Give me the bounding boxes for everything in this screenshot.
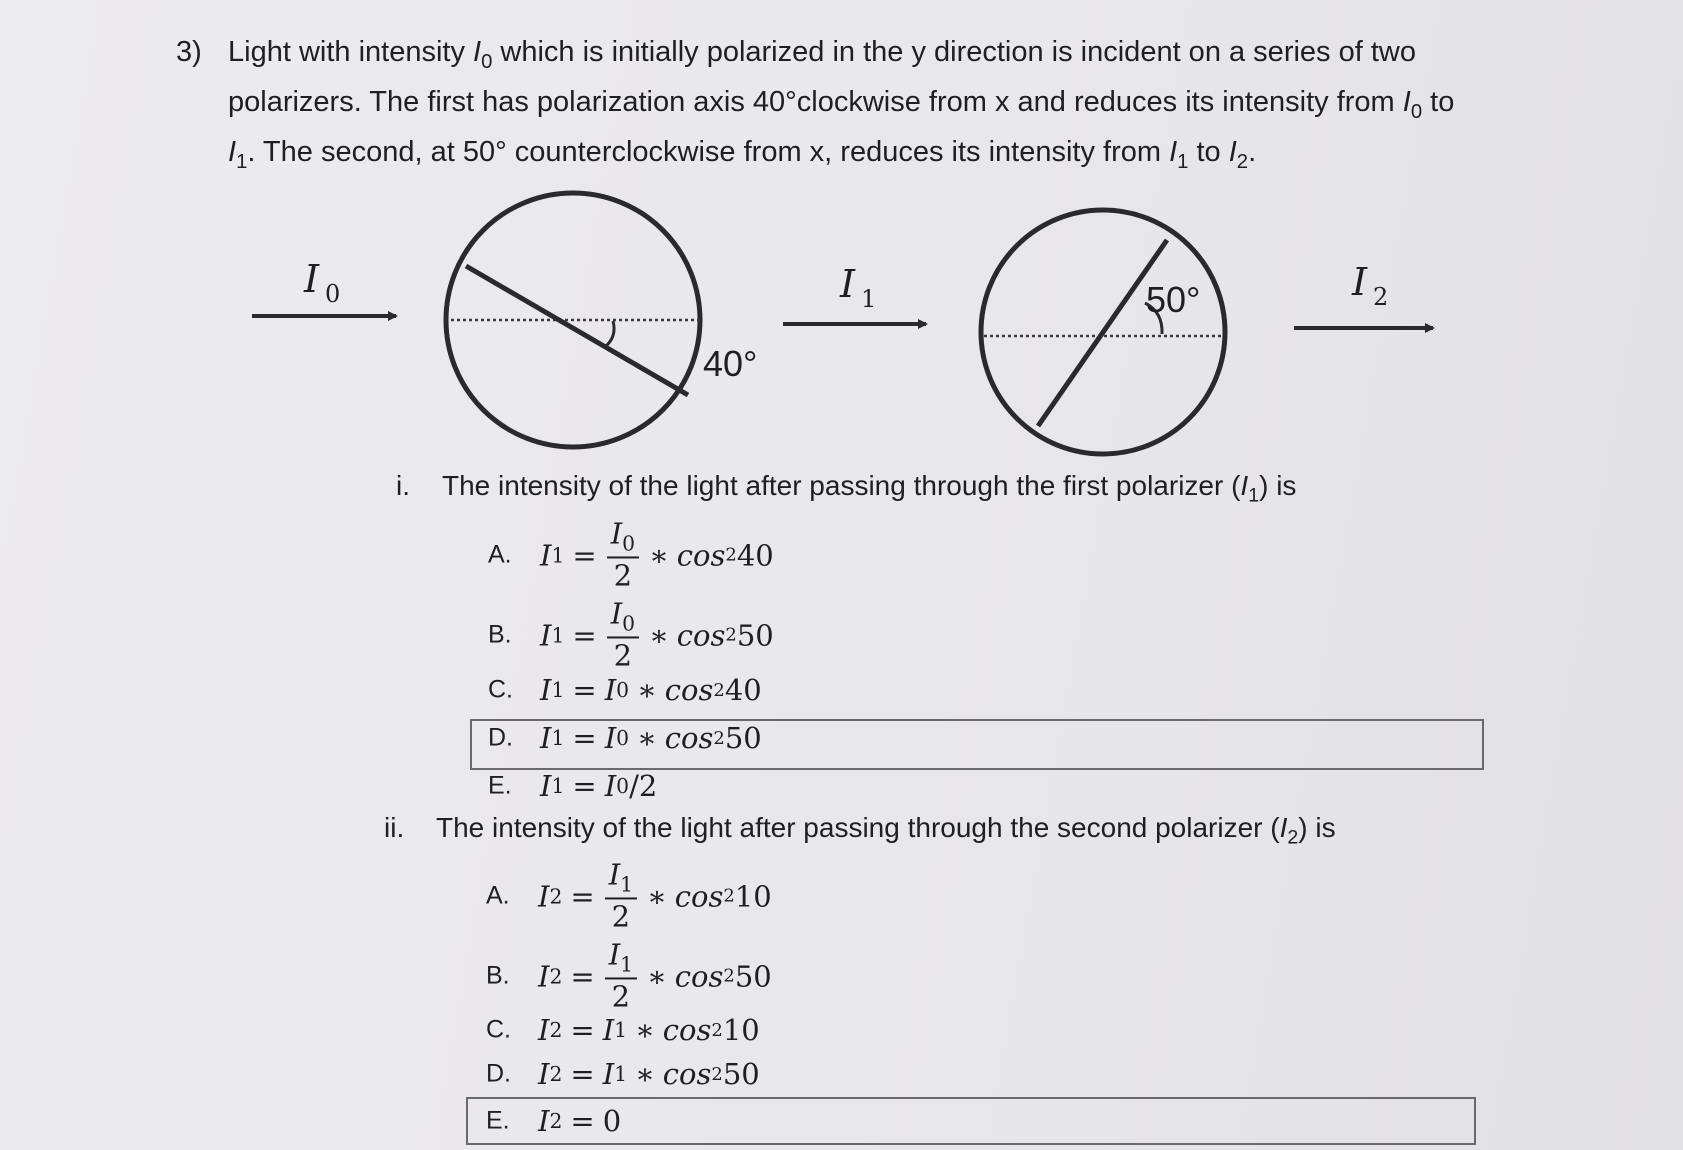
option-equation <box>540 596 774 673</box>
eq-angle: 50 <box>736 618 774 652</box>
eq-exponent: 2 <box>723 965 735 987</box>
part-roman-numeral: i. <box>396 470 410 501</box>
answer-option[interactable] <box>488 761 1488 811</box>
part-i-prompt <box>396 470 1296 508</box>
times-sign: ∗ <box>637 673 657 707</box>
option-equation <box>538 1013 760 1047</box>
fraction-numerator <box>607 596 639 638</box>
eq-symbol: I <box>610 516 623 551</box>
eq-subscript: 2 <box>549 1018 563 1042</box>
fraction <box>605 937 637 1014</box>
polarizer-1-angle-label: 40° <box>703 343 758 384</box>
eq-subscript: 0 <box>622 531 636 556</box>
question-stem <box>228 32 1488 181</box>
eq-symbol: I <box>604 673 617 707</box>
option-letter: E. <box>488 771 512 800</box>
answer-option-selected[interactable] <box>486 1096 1486 1146</box>
beam-I1 <box>783 262 926 324</box>
equals-sign: = <box>572 721 597 755</box>
eq-angle: 10 <box>722 1013 760 1047</box>
option-equation <box>540 673 762 707</box>
eq-subscript: 1 <box>620 872 634 897</box>
eq-symbol: I <box>602 1013 615 1047</box>
eq-angle: 40 <box>736 538 774 572</box>
eq-exponent: 2 <box>713 679 725 701</box>
eq-subscript: 2 <box>549 1109 563 1133</box>
eq-subscript: 0 <box>622 611 636 636</box>
beam-I2 <box>1294 260 1433 328</box>
eq-function: cos <box>662 1057 712 1091</box>
polarizer-2 <box>981 210 1225 454</box>
eq-function: cos <box>674 879 724 913</box>
eq-function: cos <box>664 721 714 755</box>
equals-sign: = <box>572 769 597 803</box>
eq-function: cos <box>676 538 726 572</box>
option-letter: D. <box>488 723 513 752</box>
eq-symbol: I <box>604 721 617 755</box>
times-sign: ∗ <box>635 1013 655 1047</box>
eq-subscript: 1 <box>551 678 565 702</box>
equals-sign: = <box>570 1057 595 1091</box>
stem-text: Light with intensity <box>228 36 474 68</box>
eq-symbol: I <box>540 538 552 572</box>
eq-function: cos <box>676 618 726 652</box>
eq-angle: 50 <box>724 721 762 755</box>
eq-subscript: 2 <box>549 884 563 908</box>
eq-function: cos <box>662 1013 712 1047</box>
stem-text: to <box>1188 135 1229 168</box>
symbol-I: I <box>1169 135 1178 168</box>
eq-symbol: I <box>538 879 550 913</box>
eq-subscript: 1 <box>551 543 565 567</box>
eq-symbol: I <box>540 673 552 707</box>
equals-sign: = <box>570 959 595 993</box>
symbol-I: I <box>1279 812 1288 843</box>
times-sign: ∗ <box>649 618 669 652</box>
option-letter: A. <box>486 881 510 910</box>
eq-subscript: 1 <box>614 1062 628 1086</box>
option-letter: D. <box>486 1059 511 1088</box>
times-sign: ∗ <box>647 879 667 913</box>
fraction-numerator <box>605 857 637 899</box>
option-letter: C. <box>486 1015 511 1044</box>
eq-value: 0 <box>602 1104 622 1138</box>
fraction-denominator: 2 <box>611 899 631 934</box>
option-letter: E. <box>486 1106 510 1135</box>
eq-subscript: 1 <box>620 952 634 977</box>
fraction-numerator <box>607 516 639 558</box>
beam-label-subscript: 0 <box>325 280 341 308</box>
beam-I0 <box>252 257 396 316</box>
answer-option[interactable] <box>488 596 1488 673</box>
eq-symbol: I <box>604 769 617 803</box>
eq-symbol: I <box>538 1104 550 1138</box>
eq-tail: /2 <box>629 769 658 803</box>
eq-subscript: 0 <box>616 726 630 750</box>
times-sign: ∗ <box>637 721 657 755</box>
answer-option[interactable] <box>488 665 1488 715</box>
symbol-I: I <box>228 135 237 168</box>
prompt-text: ) is <box>1259 470 1297 501</box>
option-equation <box>540 516 774 593</box>
subscript: 1 <box>236 150 248 173</box>
stem-text: to <box>1422 85 1455 118</box>
beam-label: I <box>840 262 856 306</box>
fraction-denominator: 2 <box>613 638 633 673</box>
option-letter: C. <box>488 675 513 704</box>
eq-subscript: 1 <box>551 726 565 750</box>
prompt-text: The intensity of the light after passing through the first polarizer ( <box>442 470 1241 501</box>
fraction-denominator: 2 <box>611 979 631 1014</box>
stem-text: . The second, at 50° counterclockwise from x, reduces its intensity from <box>247 135 1170 168</box>
fraction <box>607 516 639 593</box>
answer-option-selected[interactable] <box>488 713 1488 763</box>
eq-exponent: 2 <box>725 544 737 566</box>
subscript: 1 <box>1248 484 1260 507</box>
eq-exponent: 2 <box>713 727 725 749</box>
eq-symbol: I <box>538 959 550 993</box>
eq-subscript: 2 <box>549 1062 563 1086</box>
times-sign: ∗ <box>635 1057 655 1091</box>
option-equation <box>538 1104 621 1138</box>
fraction <box>607 596 639 673</box>
eq-exponent: 2 <box>711 1063 723 1085</box>
stem-text: . <box>1248 135 1257 168</box>
subscript: 2 <box>1236 150 1249 173</box>
polarizer-2-angle-label: 50° <box>1146 279 1201 320</box>
option-equation <box>538 857 772 934</box>
beam-label: I <box>1352 260 1368 304</box>
part-ii-prompt <box>384 812 1336 850</box>
subscript: 0 <box>481 50 493 73</box>
beam-label-subscript: 1 <box>861 285 877 313</box>
symbol-I: I <box>1240 470 1249 501</box>
eq-exponent: 2 <box>725 624 737 646</box>
fraction-numerator <box>605 937 637 979</box>
eq-symbol: I <box>540 721 552 755</box>
eq-angle: 50 <box>722 1057 760 1091</box>
subscript: 1 <box>1177 150 1189 173</box>
polarizer-1 <box>446 193 757 447</box>
symbol-I: I <box>473 36 482 68</box>
eq-angle: 10 <box>734 879 772 913</box>
eq-symbol: I <box>602 1057 615 1091</box>
eq-subscript: 0 <box>616 774 630 798</box>
eq-exponent: 2 <box>711 1019 723 1041</box>
answer-option[interactable] <box>486 1049 1486 1099</box>
prompt-text: ) is <box>1298 812 1336 843</box>
subscript: 0 <box>1410 100 1423 123</box>
eq-subscript: 2 <box>549 964 563 988</box>
eq-symbol: I <box>540 618 552 652</box>
polarizer-1-axis <box>466 266 688 395</box>
eq-symbol: I <box>608 857 621 892</box>
eq-symbol: I <box>608 937 621 972</box>
option-equation <box>538 1057 760 1091</box>
eq-exponent: 2 <box>723 885 735 907</box>
beam-label: I <box>304 257 320 301</box>
equals-sign: = <box>570 879 595 913</box>
answer-option[interactable] <box>486 1005 1486 1055</box>
part-roman-numeral: ii. <box>384 812 405 843</box>
option-letter: B. <box>488 620 512 649</box>
prompt-text: The intensity of the light after passing through the second polarizer ( <box>436 812 1280 843</box>
eq-function: cos <box>664 673 714 707</box>
answer-option[interactable] <box>486 937 1486 1014</box>
question-number: 3) <box>176 36 202 68</box>
equals-sign: = <box>572 538 597 572</box>
fraction-denominator: 2 <box>613 558 633 593</box>
eq-angle: 50 <box>734 959 772 993</box>
times-sign: ∗ <box>649 538 669 572</box>
eq-subscript: 0 <box>616 678 630 702</box>
option-equation <box>538 937 772 1014</box>
eq-symbol: I <box>610 596 623 631</box>
eq-symbol: I <box>538 1013 550 1047</box>
times-sign: ∗ <box>647 959 667 993</box>
answer-option[interactable] <box>488 516 1488 593</box>
equals-sign: = <box>570 1013 595 1047</box>
polarizer-2-axis <box>1038 240 1167 426</box>
subscript: 2 <box>1287 826 1299 849</box>
eq-function: cos <box>674 959 724 993</box>
answer-option[interactable] <box>486 857 1486 934</box>
eq-subscript: 1 <box>551 623 565 647</box>
option-equation <box>540 769 657 803</box>
eq-symbol: I <box>538 1057 550 1091</box>
equals-sign: = <box>572 618 597 652</box>
beam-label-subscript: 2 <box>1373 283 1389 311</box>
option-letter: B. <box>486 961 510 990</box>
symbol-I: I <box>1228 135 1237 168</box>
fraction <box>605 857 637 934</box>
eq-subscript: 1 <box>614 1018 628 1042</box>
eq-symbol: I <box>540 769 552 803</box>
eq-subscript: 1 <box>551 774 565 798</box>
stem-text: which is initially polarized in the y direction is incident on a series of two polarizers. The first has polarization axis 40°clockwise from x and reduces its intensity from <box>228 36 1416 118</box>
option-letter: A. <box>488 540 512 569</box>
angle-arc <box>606 321 614 346</box>
equals-sign: = <box>572 673 597 707</box>
symbol-I: I <box>1402 85 1411 118</box>
option-equation <box>540 721 762 755</box>
equals-sign: = <box>570 1104 595 1138</box>
eq-angle: 40 <box>724 673 762 707</box>
polarizer-diagram <box>0 180 1683 470</box>
